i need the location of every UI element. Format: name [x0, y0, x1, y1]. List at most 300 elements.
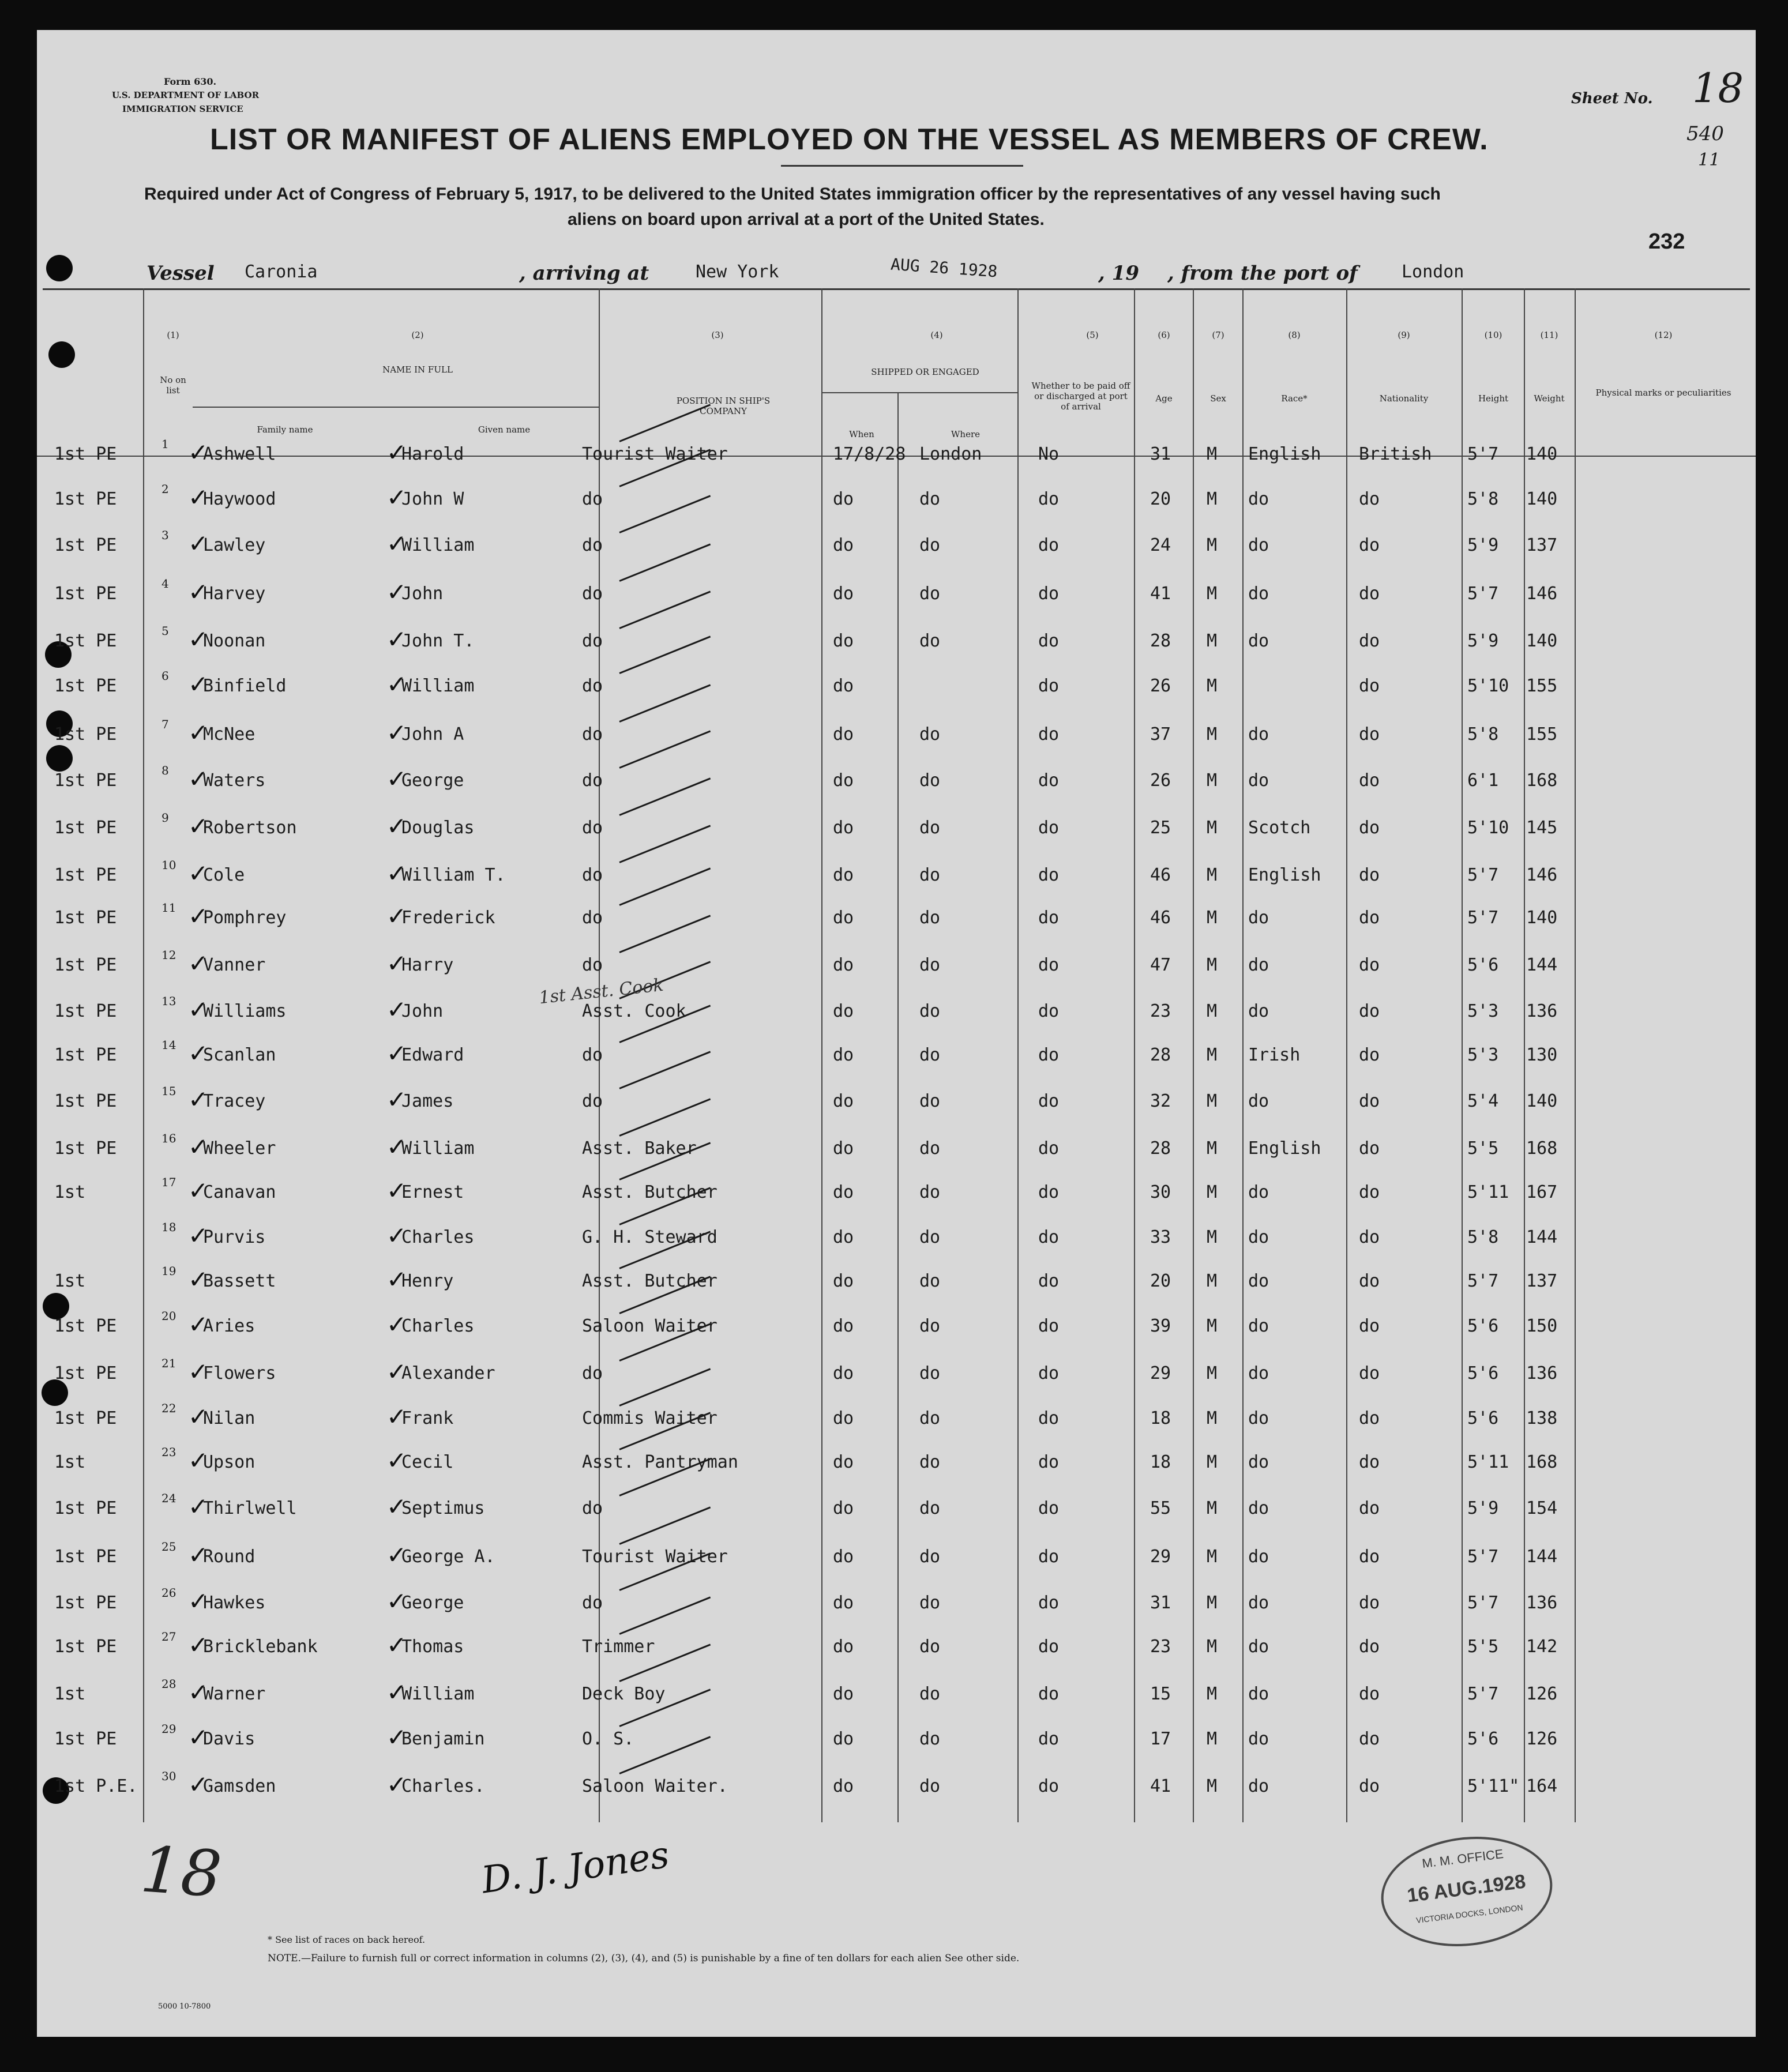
nationality: do	[1359, 1363, 1380, 1383]
shipped-when: do	[833, 1637, 854, 1657]
shipped-where: London	[919, 444, 982, 464]
shipped-where: do	[919, 770, 941, 791]
col12-heading: Physical marks or peculiarities	[1595, 388, 1731, 398]
sex: M	[1207, 1045, 1218, 1065]
signature: D. J. Jones	[479, 1833, 672, 1902]
position: Tourist Waiter	[582, 444, 728, 464]
check-mark-icon: ✓	[188, 1678, 209, 1706]
age: 31	[1150, 444, 1171, 464]
sex: M	[1207, 1001, 1218, 1021]
given-name: William	[401, 676, 475, 696]
race: do	[1248, 1091, 1269, 1111]
age: 23	[1150, 1001, 1171, 1021]
weight: 146	[1526, 865, 1558, 885]
weight: 140	[1526, 489, 1558, 509]
family-name: Thirlwell	[203, 1498, 297, 1518]
position: Tourist Waiter	[582, 1547, 728, 1567]
shipped-where: do	[919, 1091, 941, 1111]
col3-heading: POSITION IN SHIP'S COMPANY	[676, 396, 771, 416]
table-row	[37, 1356, 1756, 1409]
nationality: do	[1359, 1547, 1380, 1567]
height: 5'11	[1467, 1182, 1509, 1202]
list-number: 28	[161, 1677, 176, 1691]
age: 31	[1150, 1593, 1171, 1613]
marginal-note: 1st Asst. Cook	[538, 975, 665, 1009]
crew-class: 1st PE	[54, 676, 117, 696]
crew-class: 1st P.E.	[54, 1776, 138, 1796]
check-mark-icon: ✓	[386, 1265, 407, 1293]
paid-off: do	[1038, 1637, 1060, 1657]
height: 5'6	[1467, 1363, 1499, 1383]
family-name: Williams	[203, 1001, 287, 1021]
col1-heading: No on list	[160, 375, 186, 396]
list-number: 2	[161, 482, 169, 496]
check-mark-icon: ✓	[188, 995, 209, 1024]
sex: M	[1207, 1452, 1218, 1472]
shipped-when: do	[833, 489, 854, 509]
sex: M	[1207, 631, 1218, 651]
race: do	[1248, 489, 1269, 509]
given-name: John	[401, 1001, 444, 1021]
shipped-where: do	[919, 535, 941, 555]
given-name: George	[401, 1593, 464, 1613]
sex: M	[1207, 1498, 1218, 1518]
position: do	[582, 1593, 603, 1613]
nationality: do	[1359, 908, 1380, 928]
list-number: 23	[161, 1445, 176, 1459]
race: do	[1248, 535, 1269, 555]
crew-class: 1st PE	[54, 955, 117, 975]
weight: 136	[1526, 1363, 1558, 1383]
shipped-when: do	[833, 1045, 854, 1065]
height: 5'9	[1467, 1498, 1499, 1518]
check-mark-icon: ✓	[188, 670, 209, 698]
crew-class: 1st PE	[54, 1408, 117, 1428]
sex: M	[1207, 1316, 1218, 1336]
position: Commis Waiter	[582, 1408, 718, 1428]
table-row	[37, 1309, 1756, 1362]
position: do	[582, 489, 603, 509]
weight: 136	[1526, 1001, 1558, 1021]
check-mark-icon: ✓	[386, 1678, 407, 1706]
paid-off: do	[1038, 908, 1060, 928]
family-name: McNee	[203, 724, 256, 744]
list-number: 18	[161, 1220, 176, 1234]
shipped-where: do	[919, 1729, 941, 1749]
list-number: 16	[161, 1131, 176, 1145]
paid-off: do	[1038, 489, 1060, 509]
table-row	[37, 1264, 1756, 1317]
position: Asst. Pantryman	[582, 1452, 738, 1472]
stamp-date: 16 AUG.1928	[1406, 1870, 1527, 1907]
shipped-when: do	[833, 1729, 854, 1749]
shipped-when: do	[833, 955, 854, 975]
weight: 155	[1526, 676, 1558, 696]
table-row	[37, 994, 1756, 1047]
table-row	[37, 1038, 1756, 1091]
age: 46	[1150, 865, 1171, 885]
table-row	[37, 948, 1756, 1001]
check-mark-icon: ✓	[386, 812, 407, 840]
position: Asst. Butcher	[582, 1182, 718, 1202]
list-number: 27	[161, 1630, 176, 1644]
shipped-where: do	[919, 1138, 941, 1159]
shipped-when: do	[833, 1227, 854, 1247]
weight: 154	[1526, 1498, 1558, 1518]
weight: 168	[1526, 1138, 1558, 1159]
list-number: 26	[161, 1586, 176, 1600]
table-row	[37, 1722, 1756, 1775]
family-name: Warner	[203, 1684, 266, 1704]
table-row	[37, 1630, 1756, 1683]
table-row	[37, 1677, 1756, 1730]
paid-off: No	[1038, 444, 1060, 464]
crew-class: 1st PE	[54, 584, 117, 604]
check-mark-icon: ✓	[188, 1085, 209, 1114]
family-name: Round	[203, 1547, 256, 1567]
height: 5'7	[1467, 1271, 1499, 1291]
list-number: 5	[161, 624, 169, 638]
crew-class: 1st PE	[54, 1001, 117, 1021]
weight: 164	[1526, 1776, 1558, 1796]
paid-off: do	[1038, 818, 1060, 838]
col5-number: (5)	[1086, 330, 1099, 340]
position: do	[582, 1091, 603, 1111]
table-row	[37, 437, 1756, 490]
crew-class: 1st PE	[54, 1498, 117, 1518]
paid-off: do	[1038, 1045, 1060, 1065]
paid-off: do	[1038, 1227, 1060, 1247]
weight: 146	[1526, 584, 1558, 604]
position: Saloon Waiter	[582, 1316, 718, 1336]
check-mark-icon: ✓	[386, 1039, 407, 1067]
given-name: Charles.	[401, 1776, 485, 1796]
from-port-label: , from the port of	[1167, 262, 1358, 285]
table-row	[37, 1491, 1756, 1544]
age: 41	[1150, 584, 1171, 604]
sex: M	[1207, 818, 1218, 838]
position: Trimmer	[582, 1637, 655, 1657]
check-mark-icon: ✓	[188, 1631, 209, 1659]
check-mark-icon: ✓	[386, 625, 407, 653]
shipped-where: do	[919, 1452, 941, 1472]
shipped-where: do	[919, 489, 941, 509]
sex: M	[1207, 444, 1218, 464]
race: do	[1248, 631, 1269, 651]
position: Asst. Cook	[582, 1001, 686, 1021]
given-name: John A	[401, 724, 464, 744]
race: do	[1248, 1408, 1269, 1428]
family-name: Harvey	[203, 584, 266, 604]
table-row	[37, 1401, 1756, 1454]
nationality: do	[1359, 1408, 1380, 1428]
sex: M	[1207, 489, 1218, 509]
race: do	[1248, 1729, 1269, 1749]
list-number: 15	[161, 1084, 176, 1098]
weight: 130	[1526, 1045, 1558, 1065]
check-mark-icon: ✓	[188, 1133, 209, 1161]
page-title: LIST OR MANIFEST OF ALIENS EMPLOYED ON THE VESSEL AS MEMBERS OF CREW.	[210, 123, 1489, 156]
shipped-where: do	[919, 1182, 941, 1202]
position: do	[582, 724, 603, 744]
shipped-when: do	[833, 724, 854, 744]
crew-class: 1st PE	[54, 1363, 117, 1383]
race: do	[1248, 1776, 1269, 1796]
shipped-when: do	[833, 676, 854, 696]
col10-heading: Height	[1478, 393, 1509, 404]
family-name: Robertson	[203, 818, 297, 838]
paid-off: do	[1038, 1776, 1060, 1796]
height: 5'4	[1467, 1091, 1499, 1111]
given-name: Charles	[401, 1227, 475, 1247]
height: 5'8	[1467, 1227, 1499, 1247]
shipped-where: do	[919, 955, 941, 975]
nationality: do	[1359, 1776, 1380, 1796]
age: 18	[1150, 1408, 1171, 1428]
shipped-where: do	[919, 1684, 941, 1704]
family-name: Pomphrey	[203, 908, 287, 928]
height: 5'10	[1467, 818, 1509, 838]
shipped-where: do	[919, 1637, 941, 1657]
given-name: Cecil	[401, 1452, 454, 1472]
check-mark-icon: ✓	[188, 1402, 209, 1431]
paid-off: do	[1038, 1001, 1060, 1021]
list-number: 4	[161, 577, 169, 591]
family-name: Tracey	[203, 1091, 266, 1111]
weight: 142	[1526, 1637, 1558, 1657]
col2-given-heading: Given name	[478, 424, 531, 435]
check-mark-icon: ✓	[386, 859, 407, 888]
height: 5'10	[1467, 676, 1509, 696]
paid-off: do	[1038, 1363, 1060, 1383]
nationality: do	[1359, 1271, 1380, 1291]
col7-heading: Sex	[1210, 393, 1226, 404]
col1-number: (1)	[167, 330, 179, 340]
race: do	[1248, 908, 1269, 928]
nationality: do	[1359, 1593, 1380, 1613]
check-mark-icon: ✓	[386, 1723, 407, 1751]
weight: 168	[1526, 1452, 1558, 1472]
crew-class: 1st PE	[54, 1547, 117, 1567]
family-name: Lawley	[203, 535, 266, 555]
paid-off: do	[1038, 770, 1060, 791]
check-mark-icon: ✓	[188, 1265, 209, 1293]
family-name: Hawkes	[203, 1593, 266, 1613]
departure-port: London	[1402, 262, 1464, 282]
check-mark-icon: ✓	[386, 1310, 407, 1338]
age: 37	[1150, 724, 1171, 744]
given-name: George A.	[401, 1547, 495, 1567]
age: 30	[1150, 1182, 1171, 1202]
shipped-where: do	[919, 1271, 941, 1291]
height: 5'7	[1467, 1593, 1499, 1613]
family-name: Nilan	[203, 1408, 256, 1428]
weight: 144	[1526, 955, 1558, 975]
sheet-fraction-bottom: 11	[1698, 150, 1721, 170]
given-name: John T.	[401, 631, 475, 651]
check-mark-icon: ✓	[386, 1133, 407, 1161]
check-mark-icon: ✓	[188, 1446, 209, 1475]
age: 26	[1150, 676, 1171, 696]
vessel-name: Caronia	[245, 262, 318, 282]
list-number: 21	[161, 1356, 176, 1370]
check-mark-icon: ✓	[386, 765, 407, 793]
height: 5'5	[1467, 1138, 1499, 1159]
shipped-where: do	[919, 724, 941, 744]
footer-note: NOTE.—Failure to furnish full or correct information in columns (2), (3), (4), and (5) is punishable by a fine of ten dollars for each alien See other side.	[268, 1953, 1020, 1964]
given-name: Frederick	[401, 908, 495, 928]
nationality: do	[1359, 1227, 1380, 1247]
position: do	[582, 818, 603, 838]
paid-off: do	[1038, 1452, 1060, 1472]
table-row	[37, 717, 1756, 770]
given-name: Alexander	[401, 1363, 495, 1383]
check-mark-icon: ✓	[188, 1310, 209, 1338]
race: do	[1248, 955, 1269, 975]
position: Deck Boy	[582, 1684, 666, 1704]
nationality: do	[1359, 865, 1380, 885]
age: 25	[1150, 818, 1171, 838]
sheet-number: 18	[1692, 65, 1744, 112]
family-name: Aries	[203, 1316, 256, 1336]
bottom-left-number: 18	[138, 1832, 224, 1912]
shipped-when: do	[833, 1138, 854, 1159]
position: O. S.	[582, 1729, 634, 1749]
col8-heading: Race*	[1281, 393, 1308, 404]
age: 47	[1150, 955, 1171, 975]
height: 5'3	[1467, 1001, 1499, 1021]
paid-off: do	[1038, 535, 1060, 555]
arriving-label: , arriving at	[519, 262, 649, 285]
col6-number: (6)	[1158, 330, 1170, 340]
paid-off: do	[1038, 1138, 1060, 1159]
height: 5'7	[1467, 584, 1499, 604]
paid-off: do	[1038, 631, 1060, 651]
weight: 136	[1526, 1593, 1558, 1613]
check-mark-icon: ✓	[386, 1541, 407, 1569]
family-name: Bassett	[203, 1271, 276, 1291]
paid-off: do	[1038, 955, 1060, 975]
given-name: Edward	[401, 1045, 464, 1065]
sex: M	[1207, 535, 1218, 555]
shipped-when: do	[833, 631, 854, 651]
crew-class: 1st PE	[54, 724, 117, 744]
col4-heading: SHIPPED OR ENGAGED	[871, 367, 979, 377]
race: do	[1248, 724, 1269, 744]
check-mark-icon: ✓	[188, 949, 209, 977]
race: do	[1248, 1547, 1269, 1567]
position: Asst. Baker	[582, 1138, 697, 1159]
col9-number: (9)	[1398, 330, 1410, 340]
table-row	[37, 1175, 1756, 1228]
race: do	[1248, 1637, 1269, 1657]
family-name: Wheeler	[203, 1138, 276, 1159]
sex: M	[1207, 1637, 1218, 1657]
shipped-when: do	[833, 818, 854, 838]
race: English	[1248, 1138, 1321, 1159]
shipped-where: do	[919, 1547, 941, 1567]
sex: M	[1207, 1593, 1218, 1613]
position: Saloon Waiter.	[582, 1776, 728, 1796]
check-mark-icon: ✓	[386, 1176, 407, 1205]
list-number: 14	[161, 1038, 176, 1052]
paid-off: do	[1038, 724, 1060, 744]
family-name: Davis	[203, 1729, 256, 1749]
col11-number: (11)	[1540, 330, 1558, 340]
sheet-label: Sheet No.	[1571, 90, 1653, 107]
check-mark-icon: ✓	[188, 529, 209, 558]
shipped-when: do	[833, 1498, 854, 1518]
nationality: do	[1359, 770, 1380, 791]
nationality: British	[1359, 444, 1432, 464]
list-number: 3	[161, 528, 169, 542]
age: 33	[1150, 1227, 1171, 1247]
nationality: do	[1359, 1001, 1380, 1021]
given-name: John	[401, 584, 444, 604]
age: 15	[1150, 1684, 1171, 1704]
shipped-when: do	[833, 908, 854, 928]
weight: 144	[1526, 1547, 1558, 1567]
list-number: 8	[161, 764, 169, 777]
shipped-when: do	[833, 1182, 854, 1202]
age: 41	[1150, 1776, 1171, 1796]
sex: M	[1207, 1091, 1218, 1111]
list-number: 20	[161, 1309, 176, 1323]
col6-heading: Age	[1155, 393, 1173, 404]
nationality: do	[1359, 676, 1380, 696]
list-number: 25	[161, 1540, 176, 1554]
page-reference: 232	[1648, 230, 1685, 254]
shipped-when: do	[833, 1271, 854, 1291]
shipped-where: do	[919, 908, 941, 928]
given-name: William	[401, 1684, 475, 1704]
given-name: Benjamin	[401, 1729, 485, 1749]
check-mark-icon: ✓	[188, 902, 209, 930]
crew-class: 1st PE	[54, 444, 117, 464]
nationality: do	[1359, 1138, 1380, 1159]
sex: M	[1207, 1182, 1218, 1202]
height: 5'7	[1467, 908, 1499, 928]
shipped-when: do	[833, 535, 854, 555]
check-mark-icon: ✓	[188, 1587, 209, 1615]
stamp-top-text: M. M. OFFICE	[1421, 1846, 1504, 1871]
shipped-when: do	[833, 1593, 854, 1613]
list-number: 7	[161, 717, 169, 731]
arrival-date-stamp: AUG 26 1928	[890, 254, 998, 281]
sex: M	[1207, 955, 1218, 975]
given-name: Ernest	[401, 1182, 464, 1202]
position: G. H. Steward	[582, 1227, 718, 1247]
nationality: do	[1359, 818, 1380, 838]
age: 29	[1150, 1363, 1171, 1383]
family-name: Scanlan	[203, 1045, 276, 1065]
paid-off: do	[1038, 1684, 1060, 1704]
weight: 150	[1526, 1316, 1558, 1336]
check-mark-icon: ✓	[188, 1221, 209, 1250]
check-mark-icon: ✓	[386, 1446, 407, 1475]
given-name: John W	[401, 489, 464, 509]
nationality: do	[1359, 955, 1380, 975]
shipped-when: do	[833, 1547, 854, 1567]
sex: M	[1207, 1684, 1218, 1704]
list-number: 29	[161, 1722, 176, 1736]
arriving-port: New York	[696, 262, 779, 282]
check-mark-icon: ✓	[188, 1039, 209, 1067]
print-code: 5000 10-7800	[158, 2002, 211, 2011]
age: 28	[1150, 1045, 1171, 1065]
height: 5'6	[1467, 955, 1499, 975]
col4-number: (4)	[930, 330, 943, 340]
